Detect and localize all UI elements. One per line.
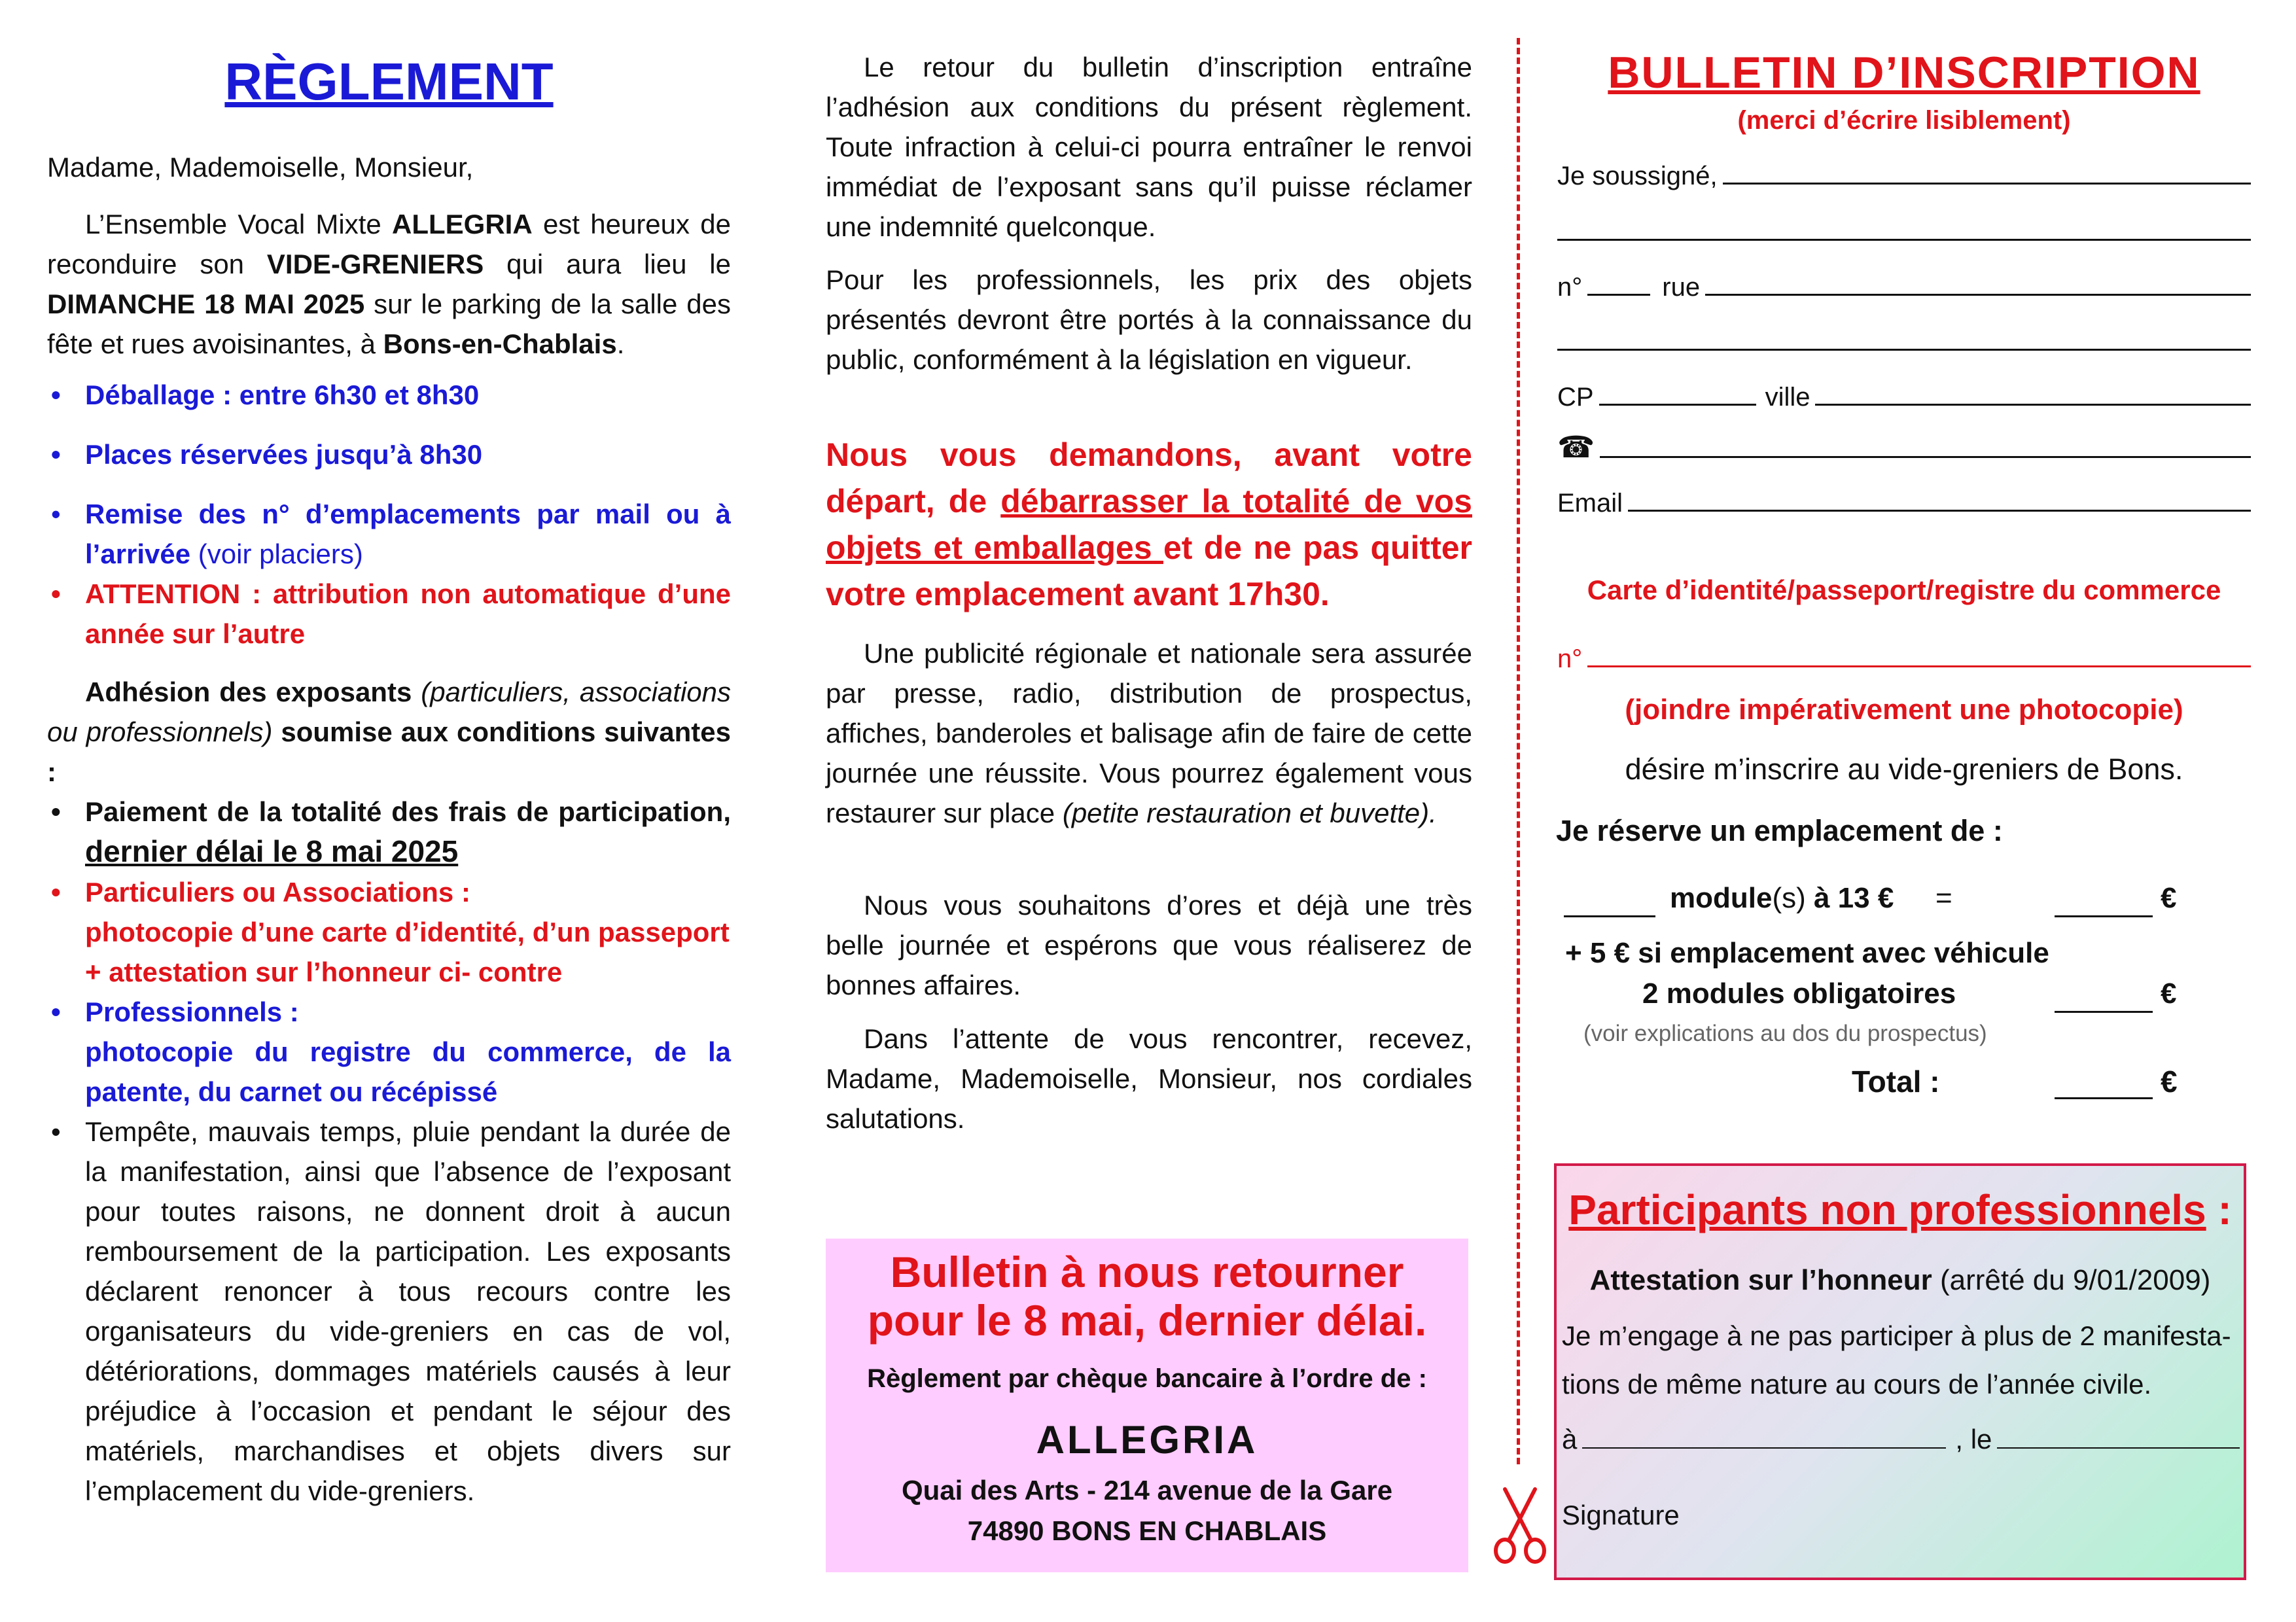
signature-label: Signature xyxy=(1562,1500,1680,1530)
schedule-list xyxy=(47,375,731,654)
return-deadline-line2: pour le 8 mai, dernier délai. xyxy=(867,1296,1427,1345)
euro-sign: € xyxy=(2161,1065,2178,1099)
photocopy-notice: (joindre impérativement une photocopie) xyxy=(1625,694,2183,726)
adhesion-paragraph: Adhésion des exposants (particuliers, associations ou professionnels) soumise aux conditions suivantes : xyxy=(47,677,732,787)
explanations-note: (voir explications au dos du prospectus) xyxy=(1583,1021,1987,1046)
cheque-instruction: Règlement par chèque bancaire à l’ordre de : xyxy=(867,1364,1427,1393)
list-item: • Places réservées jusqu’à 8h30 xyxy=(47,434,731,474)
vehicle-row xyxy=(1564,978,2244,1018)
organization-name: ALLEGRIA xyxy=(1036,1418,1258,1462)
reglement-title: RÈGLEMENT xyxy=(224,52,554,111)
list-item: • Professionnels : photocopie du registre du commerce, de la patente, du carnet ou récépissé xyxy=(47,992,731,1112)
number-label: n° xyxy=(1557,273,1583,302)
list-item: • Particuliers ou Associations : photocopie d’une carte d’identité, d’un passeport + attestation sur l’honneur ci- contre xyxy=(47,872,731,992)
address-line-2[interactable] xyxy=(1557,348,2251,351)
conditions-list xyxy=(47,792,731,1511)
total-row xyxy=(1564,1064,2244,1104)
street-label: rue xyxy=(1662,273,1701,302)
vehicle-amount-line[interactable] xyxy=(2055,1010,2153,1013)
email-line[interactable] xyxy=(1628,509,2251,512)
bulletin-subtitle: (merci d’écrire lisiblement) xyxy=(1737,106,2071,135)
attestation-title: Participants non professionnels : xyxy=(1568,1186,2232,1233)
total-label: Total : xyxy=(1852,1065,1940,1099)
total-amount-line[interactable] xyxy=(2055,1097,2153,1099)
module-amount-line[interactable] xyxy=(2055,915,2153,917)
bulletin-title: BULLETIN D’INSCRIPTION xyxy=(1608,48,2200,97)
phone-field[interactable] xyxy=(1557,419,2251,465)
place-line[interactable] xyxy=(1582,1447,1946,1449)
address-field-2[interactable] xyxy=(1557,311,2251,357)
module-row xyxy=(1564,882,2244,923)
module-count-line[interactable] xyxy=(1564,915,1655,917)
city-line[interactable] xyxy=(1815,403,2251,406)
place-date-field[interactable] xyxy=(1562,1409,2240,1455)
number-line[interactable] xyxy=(1587,293,1650,296)
name-field-2[interactable] xyxy=(1557,202,2251,247)
mandatory-modules: 2 modules obligatoires xyxy=(1642,978,1956,1010)
list-item: • ATTENTION : attribution non automatique d’une année sur l’autre xyxy=(47,574,731,654)
equals-sign: = xyxy=(1935,882,1952,914)
date-label: , le xyxy=(1955,1424,1992,1455)
id-document-label: Carte d’identité/passeport/registre du commerce xyxy=(1587,574,2221,605)
id-number-field[interactable] xyxy=(1557,628,2251,674)
street-line[interactable] xyxy=(1705,293,2251,296)
euro-sign: € xyxy=(2161,978,2177,1010)
paragraph-advertising: Une publicité régionale et nationale sera assurée par presse, radio, distribution de prospectus, affiches, banderoles et balisage afin de faire de cette journée une réussite. Vous pourrez également vous restaurer sur place (petite restauration et buvette). xyxy=(826,638,1472,828)
id-number-label: n° xyxy=(1557,644,1583,673)
vehicle-surcharge: + 5 € si emplacement avec véhicule xyxy=(1565,937,2049,969)
address-line1: Quai des Arts - 214 avenue de la Gare xyxy=(901,1475,1393,1506)
name-line-2[interactable] xyxy=(1557,238,2251,241)
paragraph-wishes: Nous vous souhaitons d’ores et déjà une très belle journée et espérons que vous réaliserez de bonnes affaires. xyxy=(826,890,1472,1000)
attestation-engagement-2: tions de même nature au cours de l’année civile. xyxy=(1562,1369,2152,1400)
attestation-box xyxy=(1554,1163,2246,1580)
list-item: • Tempête, mauvais temps, pluie pendant la durée de la manifestation, ainsi que l’absence de l’exposant pour toutes raisons, ne donnent droit à aucun remboursement de la participation. Les exposants déclarent renoncer à tous recours contre les organisateurs du vide-greniers en cas de vol, détériorations, dommages matériels causés à leur préjudice à l’occasion et pendant le séjour des matériels, marchandises et objets divers sur l’emplacement du vide-greniers. xyxy=(47,1112,731,1511)
attestation-engagement-1: Je m’engage à ne pas participer à plus de 2 manifesta- xyxy=(1562,1320,2231,1351)
street-field[interactable] xyxy=(1557,256,2251,302)
address-line2: 74890 BONS EN CHABLAIS xyxy=(967,1515,1327,1546)
place-label: à xyxy=(1562,1424,1578,1455)
phone-icon: ☎ xyxy=(1557,430,1595,464)
date-line[interactable] xyxy=(1997,1447,2240,1449)
salutation: Madame, Mademoiselle, Monsieur, xyxy=(47,152,474,183)
attestation-label: Attestation sur l’honneur (arrêté du 9/01/2009) xyxy=(1589,1264,2211,1296)
reserve-heading: Je réserve un emplacement de : xyxy=(1556,814,2003,847)
postcode-label: CP xyxy=(1557,383,1594,412)
city-field[interactable] xyxy=(1557,366,2251,412)
list-item: • Déballage : entre 6h30 et 8h30 xyxy=(47,375,731,415)
module-label: module(s) à 13 € xyxy=(1670,882,1894,914)
list-item: • Remise des n° d’emplacements par mail ou à l’arrivée (voir placiers) xyxy=(47,494,731,574)
euro-sign: € xyxy=(2161,882,2177,914)
name-line[interactable] xyxy=(1723,182,2251,185)
email-field[interactable] xyxy=(1557,472,2251,518)
return-deadline-line1: Bulletin à nous retourner xyxy=(890,1248,1404,1296)
intro-paragraph: L’Ensemble Vocal Mixte ALLEGRIA est heureux de reconduire son VIDE-GRENIERS qui aura lieu le DIMANCHE 18 MAI 2025 sur le parking de la salle des fête et rues avoisinantes, à Bons-en-Chablais. xyxy=(47,209,732,359)
phone-line[interactable] xyxy=(1600,455,2251,458)
departure-notice: Nous vous demandons, avant votre départ, de débarrasser la totalité de vos objets et emballages et de ne pas quitter votre emplacement avant 17h30. xyxy=(826,436,1472,612)
return-info-box xyxy=(826,1239,1468,1572)
scissors-icon xyxy=(1491,1487,1549,1565)
list-item: • Paiement de la totalité des frais de participation, dernier délai le 8 mai 2025 xyxy=(47,792,731,872)
email-label: Email xyxy=(1557,489,1623,518)
cut-line xyxy=(1517,38,1520,1464)
registration-wish: désire m’inscrire au vide-greniers de Bons. xyxy=(1625,752,2183,786)
paragraph-closing: Dans l’attente de vous rencontrer, recevez, Madame, Mademoiselle, Monsieur, nos cordiales salutations. xyxy=(826,1023,1472,1134)
city-label: ville xyxy=(1765,383,1810,412)
name-label: Je soussigné, xyxy=(1557,162,1718,190)
id-number-line[interactable] xyxy=(1587,665,2251,667)
postcode-line[interactable] xyxy=(1599,403,1756,406)
paragraph-adhesion-return: Le retour du bulletin d’inscription entraîne l’adhésion aux conditions du présent règlement. Toute infraction à celui-ci pourra entraîner le renvoi immédiat de l’exposant sans qu’il puisse réclamer une indemnité quelconque. xyxy=(826,52,1472,242)
name-field[interactable] xyxy=(1557,145,2251,191)
paragraph-professionals: Pour les professionnels, les prix des objets présentés devront être portés à la connaissance du public, conformément à la législation en vigueur. xyxy=(826,264,1472,375)
